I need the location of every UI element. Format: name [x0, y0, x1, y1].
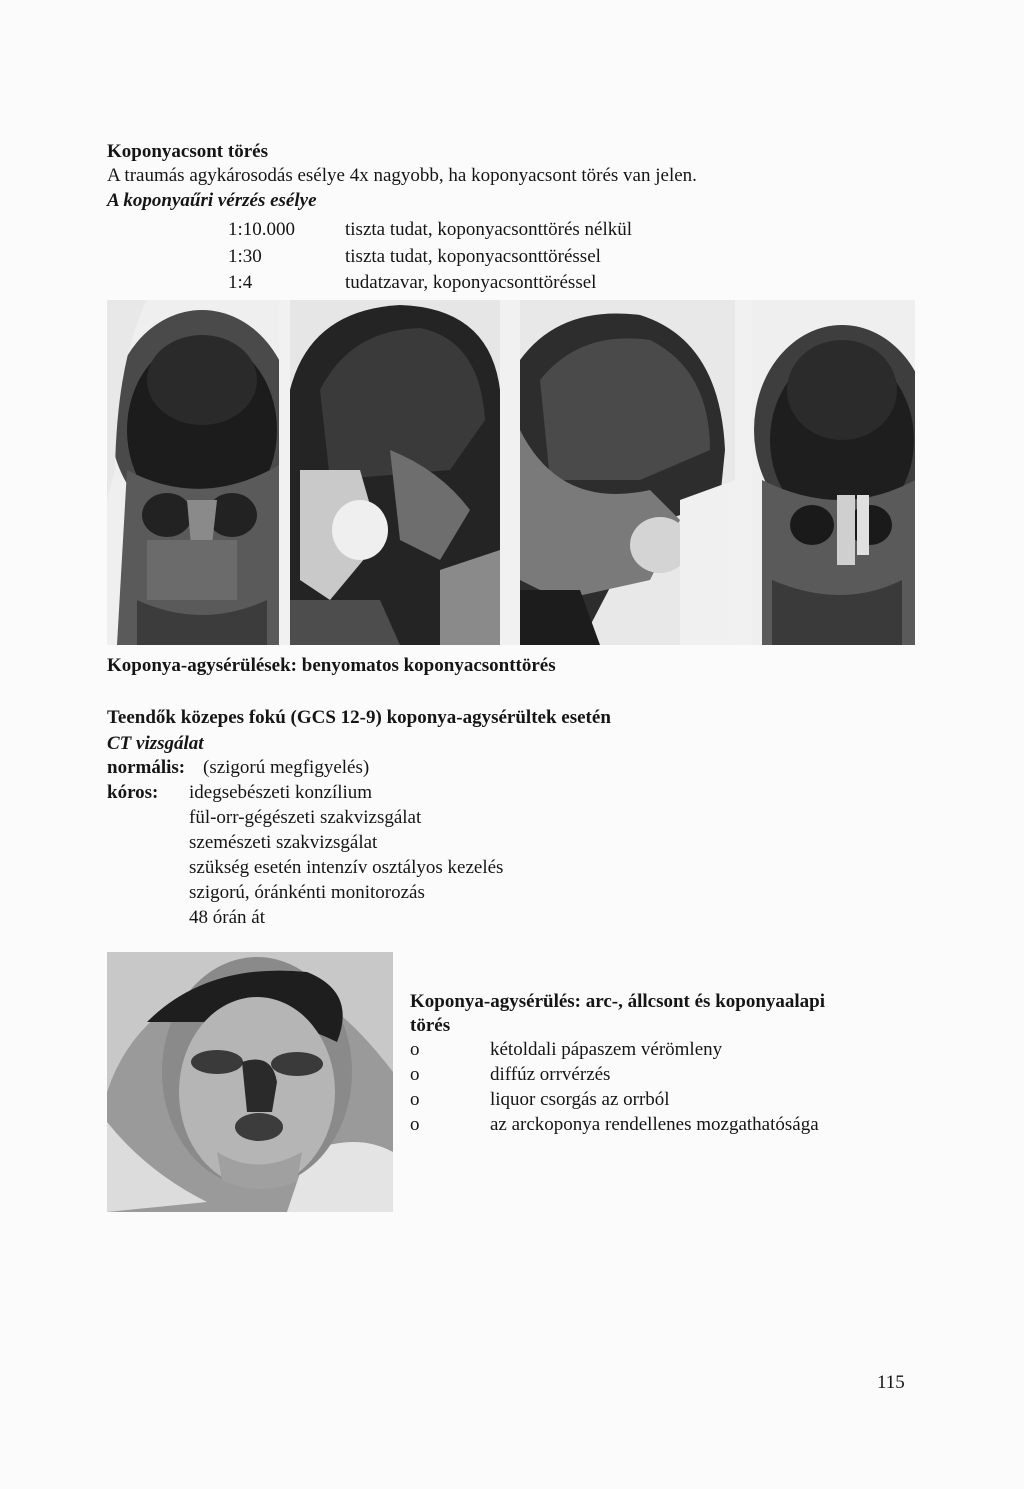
patient-face-photo	[107, 952, 393, 1212]
section-heading-fracture: Koponyacsont törés	[107, 141, 268, 162]
bleeding-odds-heading: A koponyaűri vérzés esélye	[107, 190, 317, 211]
abnormal-item: szemészeti szakvizsgálat	[189, 832, 378, 853]
xray-caption: Koponya-agysérülések: benyomatos koponyacsonttörés	[107, 655, 556, 676]
abnormal-item: szükség esetén intenzív osztályos kezelés	[189, 857, 504, 878]
symptom-item: liquor csorgás az orrból	[490, 1089, 670, 1110]
bullet-marker: o	[410, 1089, 420, 1110]
symptom-item: diffúz orrvérzés	[490, 1064, 611, 1085]
xray-frontal-left	[107, 300, 279, 645]
odds-description: tiszta tudat, koponyacsonttörés nélkül	[345, 219, 633, 240]
odds-description: tudatzavar, koponyacsonttöréssel	[345, 272, 597, 293]
page-number: 115	[877, 1372, 905, 1393]
abnormal-item: idegsebészeti konzílium	[189, 782, 373, 803]
odds-ratio: 1:4	[228, 272, 253, 293]
ct-subheading: CT vizsgálat	[107, 733, 204, 754]
gcs-moderate-heading: Teendők közepes fokú (GCS 12-9) koponya-agysérültek esetén	[107, 707, 611, 728]
injury-title-continued: törés	[410, 1015, 451, 1036]
odds-ratio: 1:10.000	[228, 219, 296, 240]
xray-frontal-right	[752, 300, 915, 645]
injury-title: Koponya-agysérülés: arc-, állcsont és koponyaalapi	[410, 991, 826, 1012]
bullet-marker: o	[410, 1064, 420, 1085]
bullet-marker: o	[410, 1114, 420, 1135]
normal-text: (szigorú megfigyelés)	[203, 757, 370, 778]
abnormal-label: kóros:	[107, 782, 159, 803]
xray-lateral-left	[290, 300, 500, 645]
abnormal-item: 48 órán át	[189, 907, 265, 928]
bullet-marker: o	[410, 1039, 420, 1060]
abnormal-item: fül-orr-gégészeti szakvizsgálat	[189, 807, 422, 828]
fracture-sentence: A traumás agykárosodás esélye 4x nagyobb, ha koponyacsont törés van jelen.	[107, 165, 697, 186]
odds-description: tiszta tudat, koponyacsonttöréssel	[345, 246, 601, 267]
xray-lateral-right	[520, 300, 735, 645]
odds-ratio: 1:30	[228, 246, 262, 267]
symptom-item: kétoldali pápaszem vérömleny	[490, 1039, 723, 1060]
symptom-item: az arckoponya rendellenes mozgathatósága	[490, 1114, 819, 1135]
normal-label: normális:	[107, 757, 186, 778]
xray-figure	[107, 300, 915, 645]
abnormal-item: szigorú, óránkénti monitorozás	[189, 882, 425, 903]
